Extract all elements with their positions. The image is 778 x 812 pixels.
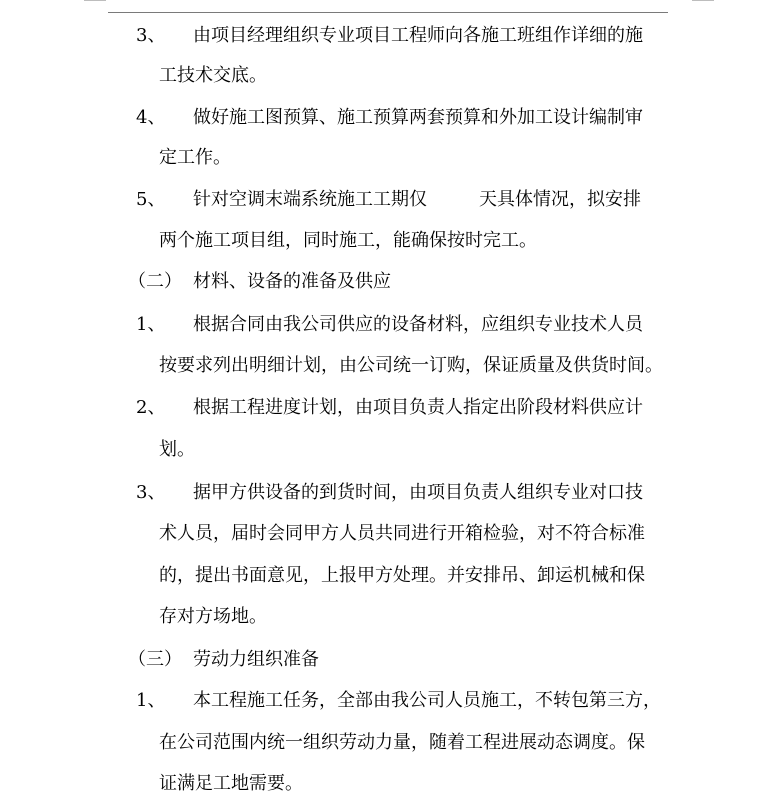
section-number: （二） bbox=[128, 271, 182, 292]
item-text: 据甲方供设备的到货时间，由项目负责人组织专业对口技 bbox=[193, 482, 643, 503]
item-number: 1、 bbox=[136, 690, 166, 711]
item-text-cont: 的，提出书面意见，上报甲方处理。并安排吊、卸运机械和保 bbox=[159, 565, 645, 586]
item-text: 根据工程进度计划，由项目负责人指定出阶段材料供应计 bbox=[193, 397, 643, 418]
section-title: 劳动力组织准备 bbox=[193, 649, 319, 670]
item-number: 2、 bbox=[136, 397, 166, 418]
item-number: 1、 bbox=[136, 314, 166, 335]
section-number: （三） bbox=[128, 649, 182, 670]
item-text: 根据合同由我公司供应的设备材料，应组织专业技术人员 bbox=[193, 314, 643, 335]
item-text-part: 天具体情况，拟安排 bbox=[479, 189, 641, 210]
item-text-cont: 术人员，届时会同甲方人员共同进行开箱检验，对不符合标准 bbox=[159, 523, 645, 544]
item-number: 4、 bbox=[136, 107, 166, 128]
item-text-cont: 在公司范围内统一组织劳动力量，随着工程进展动态调度。保 bbox=[159, 732, 645, 753]
item-text bbox=[193, 188, 641, 212]
item-text-cont: 划。 bbox=[159, 439, 195, 460]
item-text-cont: 证满足工地需要。 bbox=[159, 773, 303, 794]
page-corner-mark-left bbox=[84, 0, 106, 1]
item-text-cont: 存对方场地。 bbox=[159, 606, 267, 627]
item-text-cont: 工技术交底。 bbox=[159, 65, 267, 86]
item-text: 做好施工图预算、施工预算两套预算和外加工设计编制审 bbox=[193, 107, 643, 128]
item-text: 本工程施工任务，全部由我公司人员施工，不转包第三方， bbox=[193, 690, 661, 711]
item-text-part: 针对空调末端系统施工工期仅 bbox=[193, 189, 427, 210]
item-number: 3、 bbox=[136, 482, 166, 503]
item-text: 由项目经理组织专业项目工程师向各施工班组作详细的施 bbox=[193, 25, 643, 46]
header-rule bbox=[108, 12, 668, 13]
item-text-cont: 按要求列出明细计划，由公司统一订购，保证质量及供货时间。 bbox=[159, 355, 663, 376]
item-number: 5、 bbox=[136, 189, 166, 210]
section-title: 材料、设备的准备及供应 bbox=[193, 271, 391, 292]
item-text-cont: 定工作。 bbox=[159, 147, 231, 168]
item-number: 3、 bbox=[136, 25, 166, 46]
item-text-cont: 两个施工项目组，同时施工，能确保按时完工。 bbox=[159, 230, 537, 251]
page-corner-mark-right bbox=[692, 0, 714, 1]
